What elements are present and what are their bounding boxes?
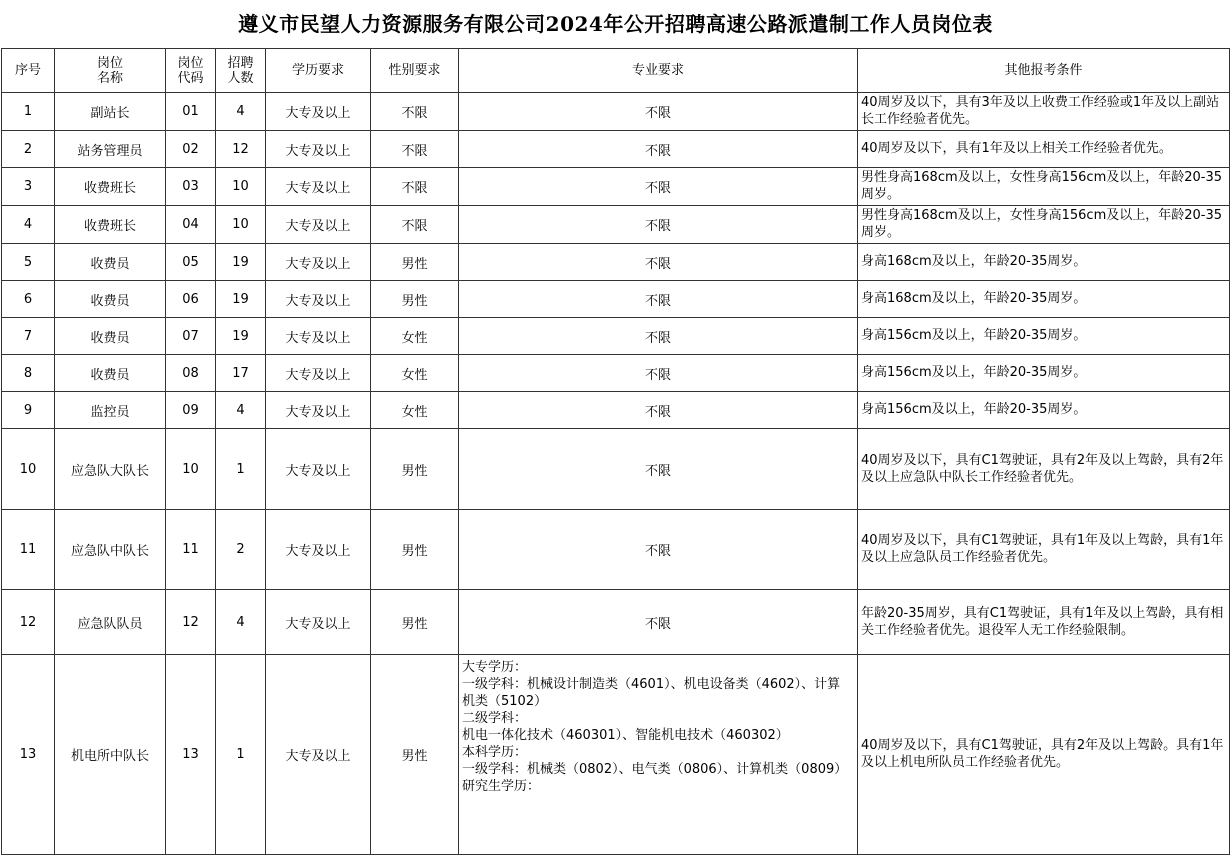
table-row <box>2 590 1230 655</box>
header-edu: 学历要求 <box>266 49 371 93</box>
cell-count: 1 <box>216 429 266 510</box>
cell-name: 副站长 <box>55 93 166 131</box>
table-row <box>2 131 1230 168</box>
major-level-label: 一级学科： <box>462 762 528 777</box>
cell-code: 04 <box>166 206 216 244</box>
major-junior-level2 <box>462 710 853 744</box>
cell-other: 40周岁及以下，具有3年及以上收费工作经验或1年及以上副站长工作经验者优先。 <box>858 93 1230 131</box>
cell-code: 07 <box>166 318 216 355</box>
cell-code: 01 <box>166 93 216 131</box>
cell-seq: 6 <box>2 281 55 318</box>
cell-major: 不限 <box>459 206 858 244</box>
cell-edu: 大专及以上 <box>266 318 371 355</box>
cell-edu: 大专及以上 <box>266 590 371 655</box>
cell-name: 收费员 <box>55 281 166 318</box>
cell-seq: 9 <box>2 392 55 429</box>
cell-other: 身高156cm及以上，年龄20-35周岁。 <box>858 355 1230 392</box>
cell-count: 17 <box>216 355 266 392</box>
header-position-line2: 名称 <box>96 70 123 86</box>
cell-gender: 男性 <box>371 510 459 590</box>
cell-name: 应急队中队长 <box>55 510 166 590</box>
cell-seq: 12 <box>2 590 55 655</box>
major-postgrad-heading: 研究生学历： <box>462 779 541 794</box>
cell-edu: 大专及以上 <box>266 655 371 855</box>
cell-seq: 3 <box>2 168 55 206</box>
table-row <box>2 392 1230 429</box>
cell-gender: 不限 <box>371 131 459 168</box>
table-row <box>2 93 1230 131</box>
header-code-line2: 代码 <box>177 70 204 86</box>
major-level-label: 一级学科： <box>462 677 528 692</box>
page-title: 遵义市民望人力资源服务有限公司2024年公开招聘高速公路派遣制工作人员岗位表 <box>238 12 993 36</box>
major-bachelor-heading: 本科学历： <box>462 745 528 760</box>
cell-count: 2 <box>216 510 266 590</box>
cell-major: 不限 <box>459 510 858 590</box>
cell-gender: 男性 <box>371 655 459 855</box>
cell-other: 身高168cm及以上，年龄20-35周岁。 <box>858 244 1230 281</box>
cell-other: 年龄20-35周岁，具有C1驾驶证，具有1年及以上驾龄，具有相关工作经验者优先。退役军人无工作经验限制。 <box>858 590 1230 655</box>
cell-gender: 男性 <box>371 281 459 318</box>
header-seq: 序号 <box>2 49 55 93</box>
cell-major: 不限 <box>459 429 858 510</box>
header-major: 专业要求 <box>459 49 858 93</box>
cell-code: 13 <box>166 655 216 855</box>
cell-code: 08 <box>166 355 216 392</box>
cell-name: 收费员 <box>55 318 166 355</box>
cell-code: 09 <box>166 392 216 429</box>
table-row <box>2 429 1230 510</box>
cell-gender: 不限 <box>371 168 459 206</box>
cell-count: 12 <box>216 131 266 168</box>
cell-seq: 10 <box>2 429 55 510</box>
cell-major: 不限 <box>459 168 858 206</box>
cell-gender: 不限 <box>371 206 459 244</box>
cell-edu: 大专及以上 <box>266 281 371 318</box>
cell-count: 4 <box>216 590 266 655</box>
cell-name: 收费班长 <box>55 206 166 244</box>
cell-major: 不限 <box>459 318 858 355</box>
cell-major: 不限 <box>459 281 858 318</box>
cell-gender: 女性 <box>371 392 459 429</box>
cell-other: 40周岁及以下，具有C1驾驶证，具有2年及以上驾龄，具有2年及以上应急队中队长工作经验者优先。 <box>858 429 1230 510</box>
cell-seq: 13 <box>2 655 55 855</box>
cell-gender: 不限 <box>371 93 459 131</box>
header-count-line2: 人数 <box>227 70 254 86</box>
cell-code: 10 <box>166 429 216 510</box>
table-row <box>2 281 1230 318</box>
major-level-text: 机电一体化技术（460301）、智能机电技术（460302） <box>462 728 789 743</box>
cell-edu: 大专及以上 <box>266 392 371 429</box>
major-level-label: 二级学科： <box>462 711 528 726</box>
header-position-line1: 岗位 <box>96 55 123 71</box>
header-code <box>166 49 216 93</box>
cell-edu: 大专及以上 <box>266 355 371 392</box>
cell-edu: 大专及以上 <box>266 131 371 168</box>
cell-other: 身高156cm及以上，年龄20-35周岁。 <box>858 392 1230 429</box>
cell-edu: 大专及以上 <box>266 510 371 590</box>
cell-seq: 11 <box>2 510 55 590</box>
table-row <box>2 244 1230 281</box>
cell-seq: 7 <box>2 318 55 355</box>
cell-gender: 女性 <box>371 355 459 392</box>
cell-name: 收费员 <box>55 244 166 281</box>
cell-count: 19 <box>216 244 266 281</box>
major-level-text: 机械设计制造类（4601）、机电设备类（4602）、计算机类（5102） <box>462 677 841 709</box>
cell-gender: 女性 <box>371 318 459 355</box>
header-gender: 性别要求 <box>371 49 459 93</box>
cell-other: 40周岁及以下，具有C1驾驶证，具有2年及以上驾龄。具有1年及以上机电所队员工作经验者优先。 <box>858 655 1230 855</box>
table-row <box>2 655 1230 855</box>
cell-count: 10 <box>216 206 266 244</box>
cell-name: 站务管理员 <box>55 131 166 168</box>
major-bachelor-level1 <box>462 761 853 778</box>
cell-major: 不限 <box>459 355 858 392</box>
header-other: 其他报考条件 <box>858 49 1230 93</box>
positions-table <box>1 48 1230 855</box>
cell-edu: 大专及以上 <box>266 244 371 281</box>
major-junior-level1 <box>462 676 853 710</box>
cell-count: 1 <box>216 655 266 855</box>
cell-code: 02 <box>166 131 216 168</box>
cell-code: 11 <box>166 510 216 590</box>
cell-edu: 大专及以上 <box>266 168 371 206</box>
cell-other: 身高156cm及以上，年龄20-35周岁。 <box>858 318 1230 355</box>
cell-major: 不限 <box>459 590 858 655</box>
cell-code: 05 <box>166 244 216 281</box>
cell-name: 收费班长 <box>55 168 166 206</box>
header-code-line1: 岗位 <box>177 55 204 71</box>
cell-code: 12 <box>166 590 216 655</box>
cell-count: 19 <box>216 281 266 318</box>
cell-other: 男性身高168cm及以上，女性身高156cm及以上，年龄20-35周岁。 <box>858 168 1230 206</box>
cell-count: 19 <box>216 318 266 355</box>
cell-code: 03 <box>166 168 216 206</box>
table-row <box>2 168 1230 206</box>
cell-major: 不限 <box>459 93 858 131</box>
cell-major: 不限 <box>459 131 858 168</box>
cell-name: 监控员 <box>55 392 166 429</box>
header-count-line1: 招聘 <box>227 55 254 71</box>
cell-name: 应急队大队长 <box>55 429 166 510</box>
cell-gender: 男性 <box>371 244 459 281</box>
cell-name: 机电所中队长 <box>55 655 166 855</box>
cell-name: 应急队队员 <box>55 590 166 655</box>
table-row <box>2 510 1230 590</box>
cell-edu: 大专及以上 <box>266 93 371 131</box>
cell-edu: 大专及以上 <box>266 429 371 510</box>
cell-count: 4 <box>216 392 266 429</box>
major-junior-heading: 大专学历： <box>462 660 528 675</box>
cell-other: 40周岁及以下，具有1年及以上相关工作经验者优先。 <box>858 131 1230 168</box>
cell-seq: 1 <box>2 93 55 131</box>
cell-major: 不限 <box>459 244 858 281</box>
table-row <box>2 206 1230 244</box>
cell-seq: 8 <box>2 355 55 392</box>
header-row <box>2 49 1230 93</box>
cell-other: 男性身高168cm及以上，女性身高156cm及以上，年龄20-35周岁。 <box>858 206 1230 244</box>
table-row <box>2 318 1230 355</box>
cell-gender: 男性 <box>371 429 459 510</box>
cell-code: 06 <box>166 281 216 318</box>
cell-major: 不限 <box>459 392 858 429</box>
major-level-text: 机械类（0802）、电气类（0806）、计算机类（0809） <box>527 762 848 777</box>
header-position <box>55 49 166 93</box>
header-count <box>216 49 266 93</box>
cell-seq: 2 <box>2 131 55 168</box>
cell-other: 40周岁及以下，具有C1驾驶证，具有1年及以上驾龄，具有1年及以上应急队员工作经验者优先。 <box>858 510 1230 590</box>
table-row <box>2 355 1230 392</box>
cell-count: 10 <box>216 168 266 206</box>
cell-name: 收费员 <box>55 355 166 392</box>
cell-seq: 4 <box>2 206 55 244</box>
cell-gender: 男性 <box>371 590 459 655</box>
cell-major-detail <box>459 655 858 855</box>
cell-count: 4 <box>216 93 266 131</box>
cell-other: 身高168cm及以上，年龄20-35周岁。 <box>858 281 1230 318</box>
cell-seq: 5 <box>2 244 55 281</box>
cell-edu: 大专及以上 <box>266 206 371 244</box>
